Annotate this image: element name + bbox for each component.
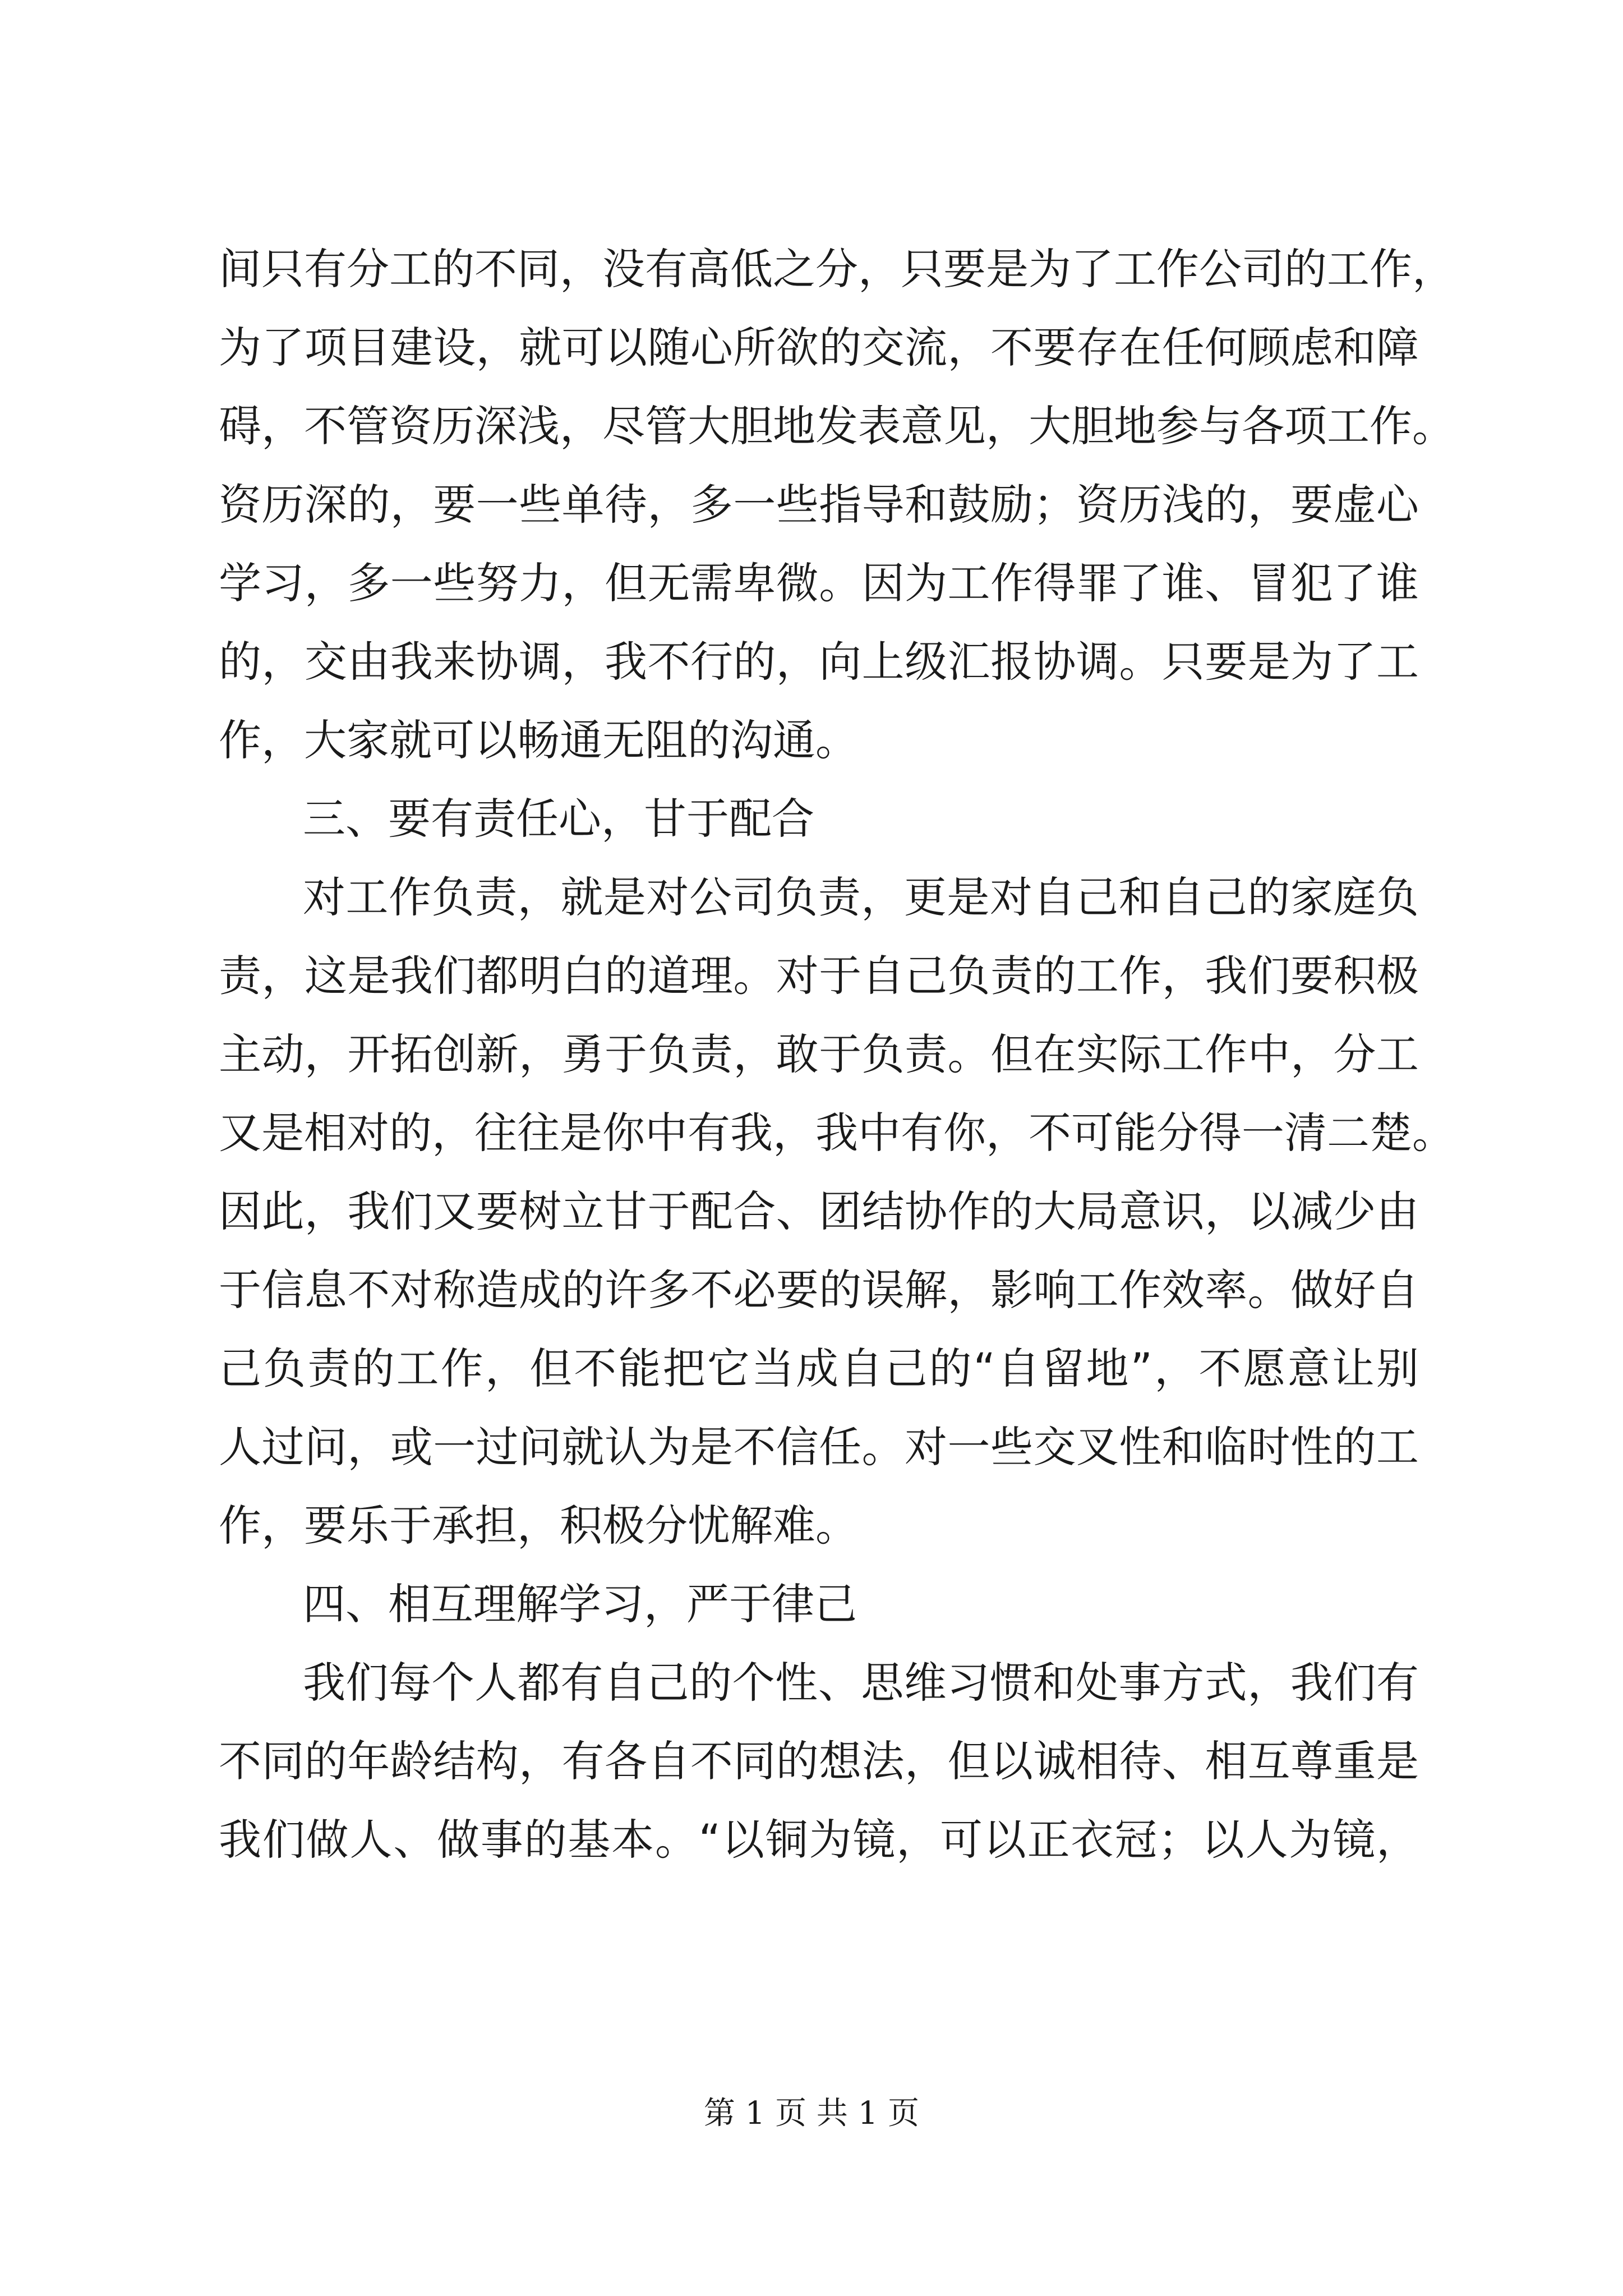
- text-line: 不同的年龄结构，有各自不同的想法，但以诚相待、相互尊重是: [219, 1736, 1419, 1786]
- text-line: 碍，不管资历深浅，尽管大胆地发表意见，大胆地参与各项工作。: [219, 401, 1455, 451]
- paragraph-first-line: 我们每个人都有自己的个性、思维习惯和处事方式，我们有: [303, 1658, 1419, 1708]
- text-line: 我们做人、做事的基本。“以铜为镜，可以正衣冠；以人为镜，: [219, 1815, 1419, 1865]
- text-line: 学习，多一些努力，但无需卑微。因为工作得罪了谁、冒犯了谁: [219, 558, 1419, 608]
- text-line: 于信息不对称造成的许多不必要的误解，影响工作效率。做好自: [219, 1265, 1419, 1315]
- text-line: 作，要乐于承担，积极分忧解难。: [219, 1501, 858, 1550]
- text-line: 主动，开拓创新，勇于负责，敢于负责。但在实际工作中，分工: [219, 1029, 1419, 1079]
- text-line: 作，大家就可以畅通无阻的沟通。: [219, 715, 858, 765]
- section-heading: 四、相互理解学习，严于律己: [303, 1579, 857, 1629]
- page-number-footer: 第 1 页 共 1 页: [703, 2095, 920, 2132]
- text-line: 资历深的，要一些单待，多一些指导和鼓励；资历浅的，要虚心: [219, 480, 1419, 530]
- text-line: 又是相对的，往往是你中有我，我中有你，不可能分得一清二楚。: [219, 1108, 1455, 1158]
- text-line: 责，这是我们都明白的道理。对于自己负责的工作，我们要积极: [219, 951, 1419, 1001]
- text-line: 己负责的工作，但不能把它当成自己的“自留地”，不愿意让别: [219, 1343, 1419, 1393]
- text-line: 人过问，或一过问就认为是不信任。对一些交叉性和临时性的工: [219, 1422, 1419, 1472]
- paragraph-first-line: 对工作负责，就是对公司负责，更是对自己和自己的家庭负: [303, 872, 1419, 922]
- text-line: 为了项目建设，就可以随心所欲的交流，不要存在任何顾虑和障: [219, 323, 1419, 372]
- text-line: 的，交由我来协调，我不行的，向上级汇报协调。只要是为了工: [219, 637, 1419, 687]
- section-heading: 三、要有责任心，甘于配合: [303, 794, 814, 844]
- text-line: 间只有分工的不同，没有高低之分，只要是为了工作公司的工作，: [219, 244, 1455, 294]
- text-line: 因此，我们又要树立甘于配合、团结协作的大局意识，以减少由: [219, 1186, 1419, 1236]
